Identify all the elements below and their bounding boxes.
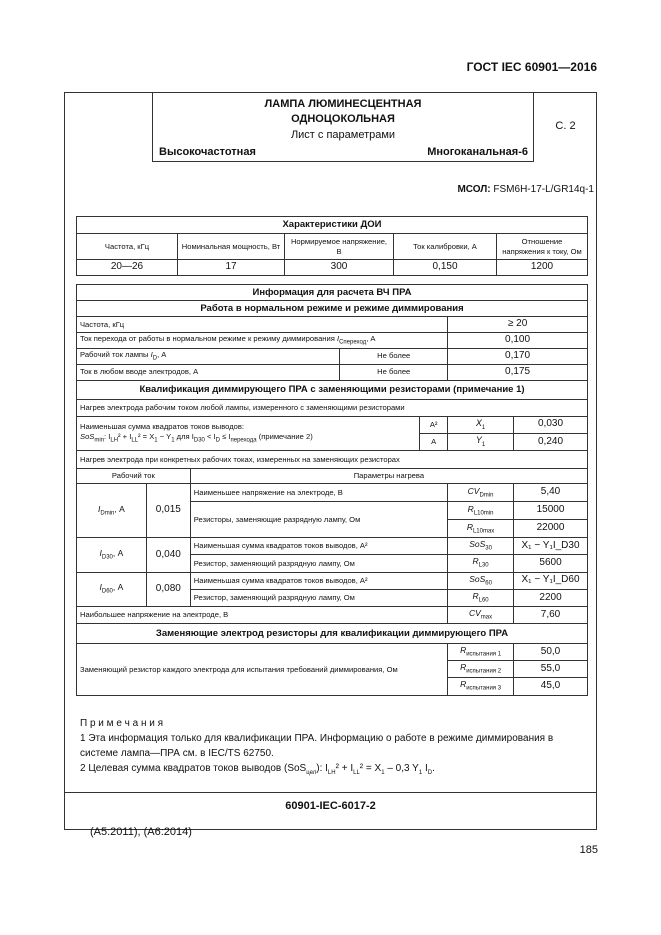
a-unit: А <box>420 433 448 450</box>
param-text: Наименьшее напряжение на электроде, В <box>190 484 447 502</box>
sheet-code: 60901-IEC-6017-2 <box>285 800 376 812</box>
x1-sym <box>448 416 514 433</box>
doi-value: 17 <box>178 260 285 276</box>
x1-value: 0,030 <box>514 416 588 433</box>
s-letter: SoS <box>469 573 486 584</box>
param-value: 15000 <box>514 502 588 520</box>
x1-sub: 1 <box>481 424 486 431</box>
qual-title-text: Квалификация диммирующего ПРА с заменяющими резисторами (примечание 1) <box>139 383 525 395</box>
param-sym <box>448 520 514 538</box>
any-lead-cond: Не более <box>340 364 448 380</box>
n2-part: LH <box>327 770 336 776</box>
info-title: Информация для расчета ВЧ ПРА <box>77 285 588 301</box>
amendments: (A5:2011), (A6:2014) <box>90 826 192 838</box>
doi-header: Частота, кГц <box>77 234 178 260</box>
s-letter: R <box>472 590 479 601</box>
g-sub: D60 <box>101 588 113 595</box>
group-label <box>77 484 147 538</box>
r-letter: R <box>460 662 467 673</box>
s-letter: R <box>467 503 474 514</box>
work-current-text: Рабочий ток лампы <box>80 349 149 359</box>
f-part: перехода <box>230 437 257 444</box>
mcol-label: МСОЛ: <box>457 184 491 195</box>
min-sum-formula <box>80 432 416 445</box>
header-right: Многоканальная-6 <box>427 146 528 158</box>
f-part: для I <box>174 431 194 441</box>
y1-letter: Y <box>475 434 482 445</box>
normal-title: Работа в нормальном режиме и режиме диммирования <box>77 301 588 317</box>
header-left: Высокочастотная <box>159 146 256 158</box>
n2-part: ² + I <box>335 763 354 774</box>
page-number: 185 <box>579 844 598 856</box>
mv-sub: max <box>480 614 493 621</box>
note-1: 1 Эта информация только для квалификации ПРА. Информацию о работе в режиме диммирования в системе лампа—ПРА см. в IEC/TS 62750. <box>80 733 554 759</box>
a2-unit: А² <box>420 416 448 433</box>
s-sub: L10min <box>473 510 494 517</box>
transition-text: Ток перехода от работы в нормальном режиме к режиму диммирования <box>80 333 335 343</box>
doi-header: Номинальная мощность, Вт <box>178 234 285 260</box>
work-current-sub: D <box>152 355 158 362</box>
mcol-line <box>457 184 594 195</box>
y1-value: 0,240 <box>514 433 588 450</box>
r-sub: испытания 3 <box>466 686 502 693</box>
n2-part: D <box>427 770 433 776</box>
qual-title <box>77 380 588 399</box>
g-letter: I <box>98 503 101 514</box>
s-letter: SoS <box>469 539 486 550</box>
param-sym <box>448 555 514 572</box>
param-text: Резистор, заменяющий разрядную лампу, Ом <box>190 555 447 572</box>
any-lead-value: 0,175 <box>448 364 588 380</box>
g-unit: , А <box>114 503 125 514</box>
doi-value: 20—26 <box>77 260 178 276</box>
f-part: < I <box>204 431 216 441</box>
s-sub: 60 <box>485 580 492 587</box>
max-voltage-label: Наибольшее напряжение на электроде, В <box>77 606 448 623</box>
max-voltage-value: 7,60 <box>514 606 588 623</box>
f-part: 1 <box>171 437 175 444</box>
f-part: ² = X <box>138 431 155 441</box>
param-sym <box>448 484 514 502</box>
doi-value: 300 <box>285 260 394 276</box>
col-work-current: Рабочий ток <box>77 469 191 484</box>
s-sub: L10max <box>472 528 495 535</box>
heat-specific: Нагрев электрода при конкретных рабочих токах, измеренных на заменяющих резисторах <box>77 451 588 469</box>
param-text: Резисторы, заменяющие разрядную лампу, Ом <box>190 502 447 538</box>
note-2 <box>80 761 590 778</box>
work-current-unit: , А <box>157 349 167 359</box>
g-sub: Dmin <box>100 510 115 517</box>
group-value: 0,080 <box>146 572 190 606</box>
n2-part: – 0,3 Y <box>384 763 419 774</box>
s-sub: L30 <box>478 563 489 569</box>
group-value: 0,040 <box>146 538 190 572</box>
r-letter: R <box>460 645 467 656</box>
notes <box>80 716 590 778</box>
group-label <box>77 538 147 572</box>
g-sub: D30 <box>101 554 113 561</box>
param-value: 22000 <box>514 520 588 538</box>
min-sum-label: Наименьшая сумма квадратов токов выводов: <box>80 422 245 432</box>
param-sym <box>448 589 514 606</box>
param-value: 5,40 <box>514 484 588 502</box>
heat-any: Нагрев электрода рабочим током любой лампы, измеренного с заменяющими резисторами <box>77 399 588 416</box>
param-text: Наименьшая сумма квадратов токов выводов, А² <box>190 572 447 589</box>
param-sym <box>448 502 514 520</box>
replace-value: 55,0 <box>514 661 588 678</box>
s-letter: CV <box>467 485 480 496</box>
f-sos: SoS <box>80 431 95 441</box>
min-sum-cell <box>77 416 420 451</box>
f-part: − Y <box>157 431 172 441</box>
f-min: min <box>94 437 105 444</box>
header-page: С. 2 <box>555 120 576 132</box>
replace-sym <box>448 678 514 695</box>
replace-sym <box>448 644 514 661</box>
s-letter: R <box>472 556 479 567</box>
work-current-value: 0,170 <box>448 348 588 364</box>
replace-title: Заменяющие электрод резисторы для квалификации диммирующего ПРА <box>77 624 588 644</box>
x1-letter: X <box>475 417 482 428</box>
r-sub: испытания 1 <box>466 651 502 658</box>
f-part: ² + I <box>118 431 132 441</box>
n2-part: I <box>422 763 428 774</box>
param-sym <box>448 572 514 589</box>
n2-part: 1 <box>418 770 423 776</box>
g-unit: , А <box>112 547 124 558</box>
work-current-label: Рабочий ток лампы $I_D$, А <box>77 348 340 364</box>
g-unit: , А <box>112 582 124 593</box>
n2-part: LL <box>353 770 360 776</box>
y1-sym <box>448 433 514 450</box>
transition-label: Ток перехода от работы в нормальном режиме к режиму диммирования $I_{Cпереход}$, А <box>77 332 448 348</box>
param-sym <box>448 538 514 555</box>
footer-divider <box>64 792 597 793</box>
freq-label: Частота, кГц <box>77 317 448 333</box>
any-lead-label: Ток в любом вводе электродов, А <box>77 364 340 380</box>
n2-part: цел <box>306 770 317 776</box>
f-part: ≤ I <box>220 431 231 441</box>
info-table <box>76 284 588 696</box>
group-label <box>77 572 147 606</box>
group-value: 0,015 <box>146 484 190 538</box>
f-part: LH <box>110 437 119 444</box>
s-sub: Dmin <box>479 492 494 499</box>
y1-sub: 1 <box>481 441 486 448</box>
s-letter: R <box>466 521 473 532</box>
doi-header: Отношение напряжения к току, Ом <box>497 234 588 260</box>
param-value: X₁ − Y₁I_D30 <box>514 538 588 555</box>
param-text: Резистор, заменяющий разрядную лампу, Ом <box>190 589 447 606</box>
notes-title: П р и м е ч а н и я <box>80 718 164 729</box>
freq-value: ≥ 20 <box>448 317 588 333</box>
doi-table <box>76 216 588 276</box>
replace-label: Заменяющий резистор каждого электрода для испытания требований диммирования, Ом <box>77 644 448 696</box>
r-sub: испытания 2 <box>466 668 502 675</box>
f-part: 1 <box>154 437 158 444</box>
f-part: : I <box>104 431 111 441</box>
transition-sub: Cпереход <box>339 339 367 346</box>
param-value: X₁ − Y₁I_D60 <box>514 572 588 589</box>
n2-part: 2 Целевая сумма квадратов токов выводов (SoS <box>80 763 307 774</box>
param-text: Наименьшая сумма квадратов токов выводов, А² <box>190 538 447 555</box>
f-part: LL <box>131 437 139 444</box>
transition-unit: , А <box>366 333 376 343</box>
replace-value: 50,0 <box>514 644 588 661</box>
g-letter: I <box>99 582 102 593</box>
f-part: D <box>215 437 220 444</box>
replace-value: 45,0 <box>514 678 588 695</box>
doi-header: Ток калибровки, А <box>394 234 497 260</box>
doi-header: Нормируемое напряжение, В <box>285 234 394 260</box>
n2-part: ² = X <box>359 763 382 774</box>
mv-letter: CV <box>468 607 481 618</box>
f-part: D30 <box>193 437 205 444</box>
n2-part: 1 <box>381 770 385 776</box>
doi-value: 1200 <box>497 260 588 276</box>
param-value: 5600 <box>514 555 588 572</box>
r-letter: R <box>460 679 467 690</box>
g-letter: I <box>99 547 102 558</box>
header-subtitle: Лист с параметрами <box>290 129 396 141</box>
n2-part: . <box>432 763 435 774</box>
header-title-2: ОДНОЦОКОЛЬНАЯ <box>291 113 395 125</box>
work-current-cond: Не более <box>340 348 448 364</box>
s-sub: 30 <box>485 545 492 552</box>
doi-title: Характеристики ДОИ <box>77 217 588 234</box>
transition-value: 0,100 <box>448 332 588 348</box>
n2-part: ): I <box>316 763 328 774</box>
f-part: (примечание 2) <box>256 431 313 441</box>
standard-number: ГОСТ IEC 60901—2016 <box>466 60 597 74</box>
replace-sym <box>448 661 514 678</box>
col-heat-params: Параметры нагрева <box>190 469 587 484</box>
mcol-value: FSM6H-17-L/GR14q-1 <box>493 184 594 195</box>
header-title-1: ЛАМПА ЛЮМИНЕСЦЕНТНАЯ <box>264 98 422 110</box>
param-value: 2200 <box>514 589 588 606</box>
doi-value: 0,150 <box>394 260 497 276</box>
max-voltage-sym <box>448 606 514 623</box>
s-sub: L60 <box>478 597 489 604</box>
